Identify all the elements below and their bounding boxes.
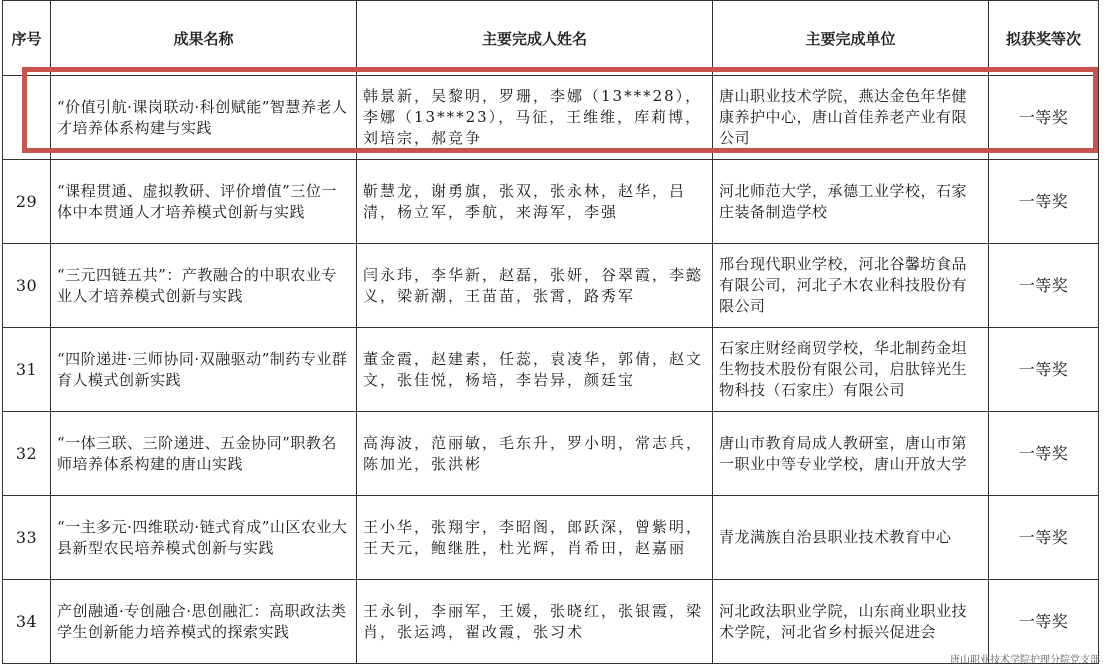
row-award: 一等奖: [989, 244, 1099, 328]
row-index: 34: [3, 580, 51, 664]
row-index: 31: [3, 328, 51, 412]
row-award: 一等奖: [989, 328, 1099, 412]
row-title: “四阶递进·三师协同·双融驱动”制药专业群育人模式创新实践: [51, 328, 357, 412]
row-index: 29: [3, 160, 51, 244]
row-award: 一等奖: [989, 496, 1099, 580]
row-names: 董金霞，赵建素，任蕊，袁凌华，郭倩，赵文文，张佳悦，杨培，李岩异，颜廷宝: [357, 328, 713, 412]
row-names: 高海波，范丽敏，毛东升，罗小明，常志兵，陈加光，张洪彬: [357, 412, 713, 496]
table-row: [3, 328, 1099, 412]
row-units: 河北师范大学，承德工业学校，石家庄装备制造学校: [713, 160, 989, 244]
row-units: 青龙满族自治县职业技术教育中心: [713, 496, 989, 580]
header-index: 序号: [3, 1, 51, 76]
header-award: 拟获奖等次: [989, 1, 1099, 76]
table-row: [3, 412, 1099, 496]
row-index: [3, 76, 51, 160]
row-title: “课程贯通、虚拟教研、评价增值”三位一体中本贯通人才培养模式创新与实践: [51, 160, 357, 244]
row-award: 一等奖: [989, 160, 1099, 244]
row-index: 33: [3, 496, 51, 580]
row-names: 韩景新，吴黎明，罗珊，李娜（13***28），李娜（13***23），马征，王维维，库莉博，刘培宗，郝竞争: [357, 76, 713, 160]
row-title: “一主多元·四维联动·链式育成”山区农业大县新型农民培养模式创新与实践: [51, 496, 357, 580]
row-units: 邢台现代职业学校，河北谷馨坊食品有限公司，河北子木农业科技股份有限公司: [713, 244, 989, 328]
row-names: 靳慧龙，谢勇旗，张双，张永林，赵华，吕清，杨立军，季航，来海军，李强: [357, 160, 713, 244]
row-award: 一等奖: [989, 76, 1099, 160]
row-units: 唐山市教育局成人教研室，唐山市第一职业中等专业学校，唐山开放大学: [713, 412, 989, 496]
row-names: 王永钊，李丽军，王媛，张晓红，张银霞，梁肖，张运鸿，翟改霞，张习术: [357, 580, 713, 664]
table-row: [3, 496, 1099, 580]
header-title: 成果名称: [51, 1, 357, 76]
table-row: [3, 580, 1099, 664]
table-row: [3, 160, 1099, 244]
row-units: 唐山职业技术学院，燕达金色年华健康养护中心，唐山首佳养老产业有限公司: [713, 76, 989, 160]
row-title: 产创融通·专创融合·思创融汇：高职政法类学生创新能力培养模式的探索实践: [51, 580, 357, 664]
row-names: 闫永玮，李华新，赵磊，张妍，谷翠霞，李懿义，梁新潮，王苗苗，张霄，路秀军: [357, 244, 713, 328]
table-header-row: [3, 1, 1099, 76]
row-award: 一等奖: [989, 580, 1099, 664]
row-index: 32: [3, 412, 51, 496]
row-index: 30: [3, 244, 51, 328]
row-units: 石家庄财经商贸学校，华北制药金坦生物技术股份有限公司，启肽锌光生物科技（石家庄）有限公司: [713, 328, 989, 412]
award-list-table: [2, 0, 1099, 664]
header-units: 主要完成单位: [713, 1, 989, 76]
table-row: [3, 76, 1099, 160]
header-names: 主要完成人姓名: [357, 1, 713, 76]
row-title: “三元四链五共”：产教融合的中职农业专业人才培养模式创新与实践: [51, 244, 357, 328]
watermark-text: 唐山职业技术学院护理分院党支部: [950, 655, 1100, 666]
row-units: 河北政法职业学院，山东商业职业技术学院，河北省乡村振兴促进会: [713, 580, 989, 664]
row-title: “价值引航·课岗联动·科创赋能”智慧养老人才培养体系构建与实践: [51, 76, 357, 160]
row-names: 王小华，张翔宇，李昭阁，郎跃深，曾紫明，王天元，鲍继胜，杜光辉，肖希田，赵嘉丽: [357, 496, 713, 580]
row-title: “一体三联、三阶递进、五金协同”职教名师培养体系构建的唐山实践: [51, 412, 357, 496]
table-row: [3, 244, 1099, 328]
row-award: 一等奖: [989, 412, 1099, 496]
